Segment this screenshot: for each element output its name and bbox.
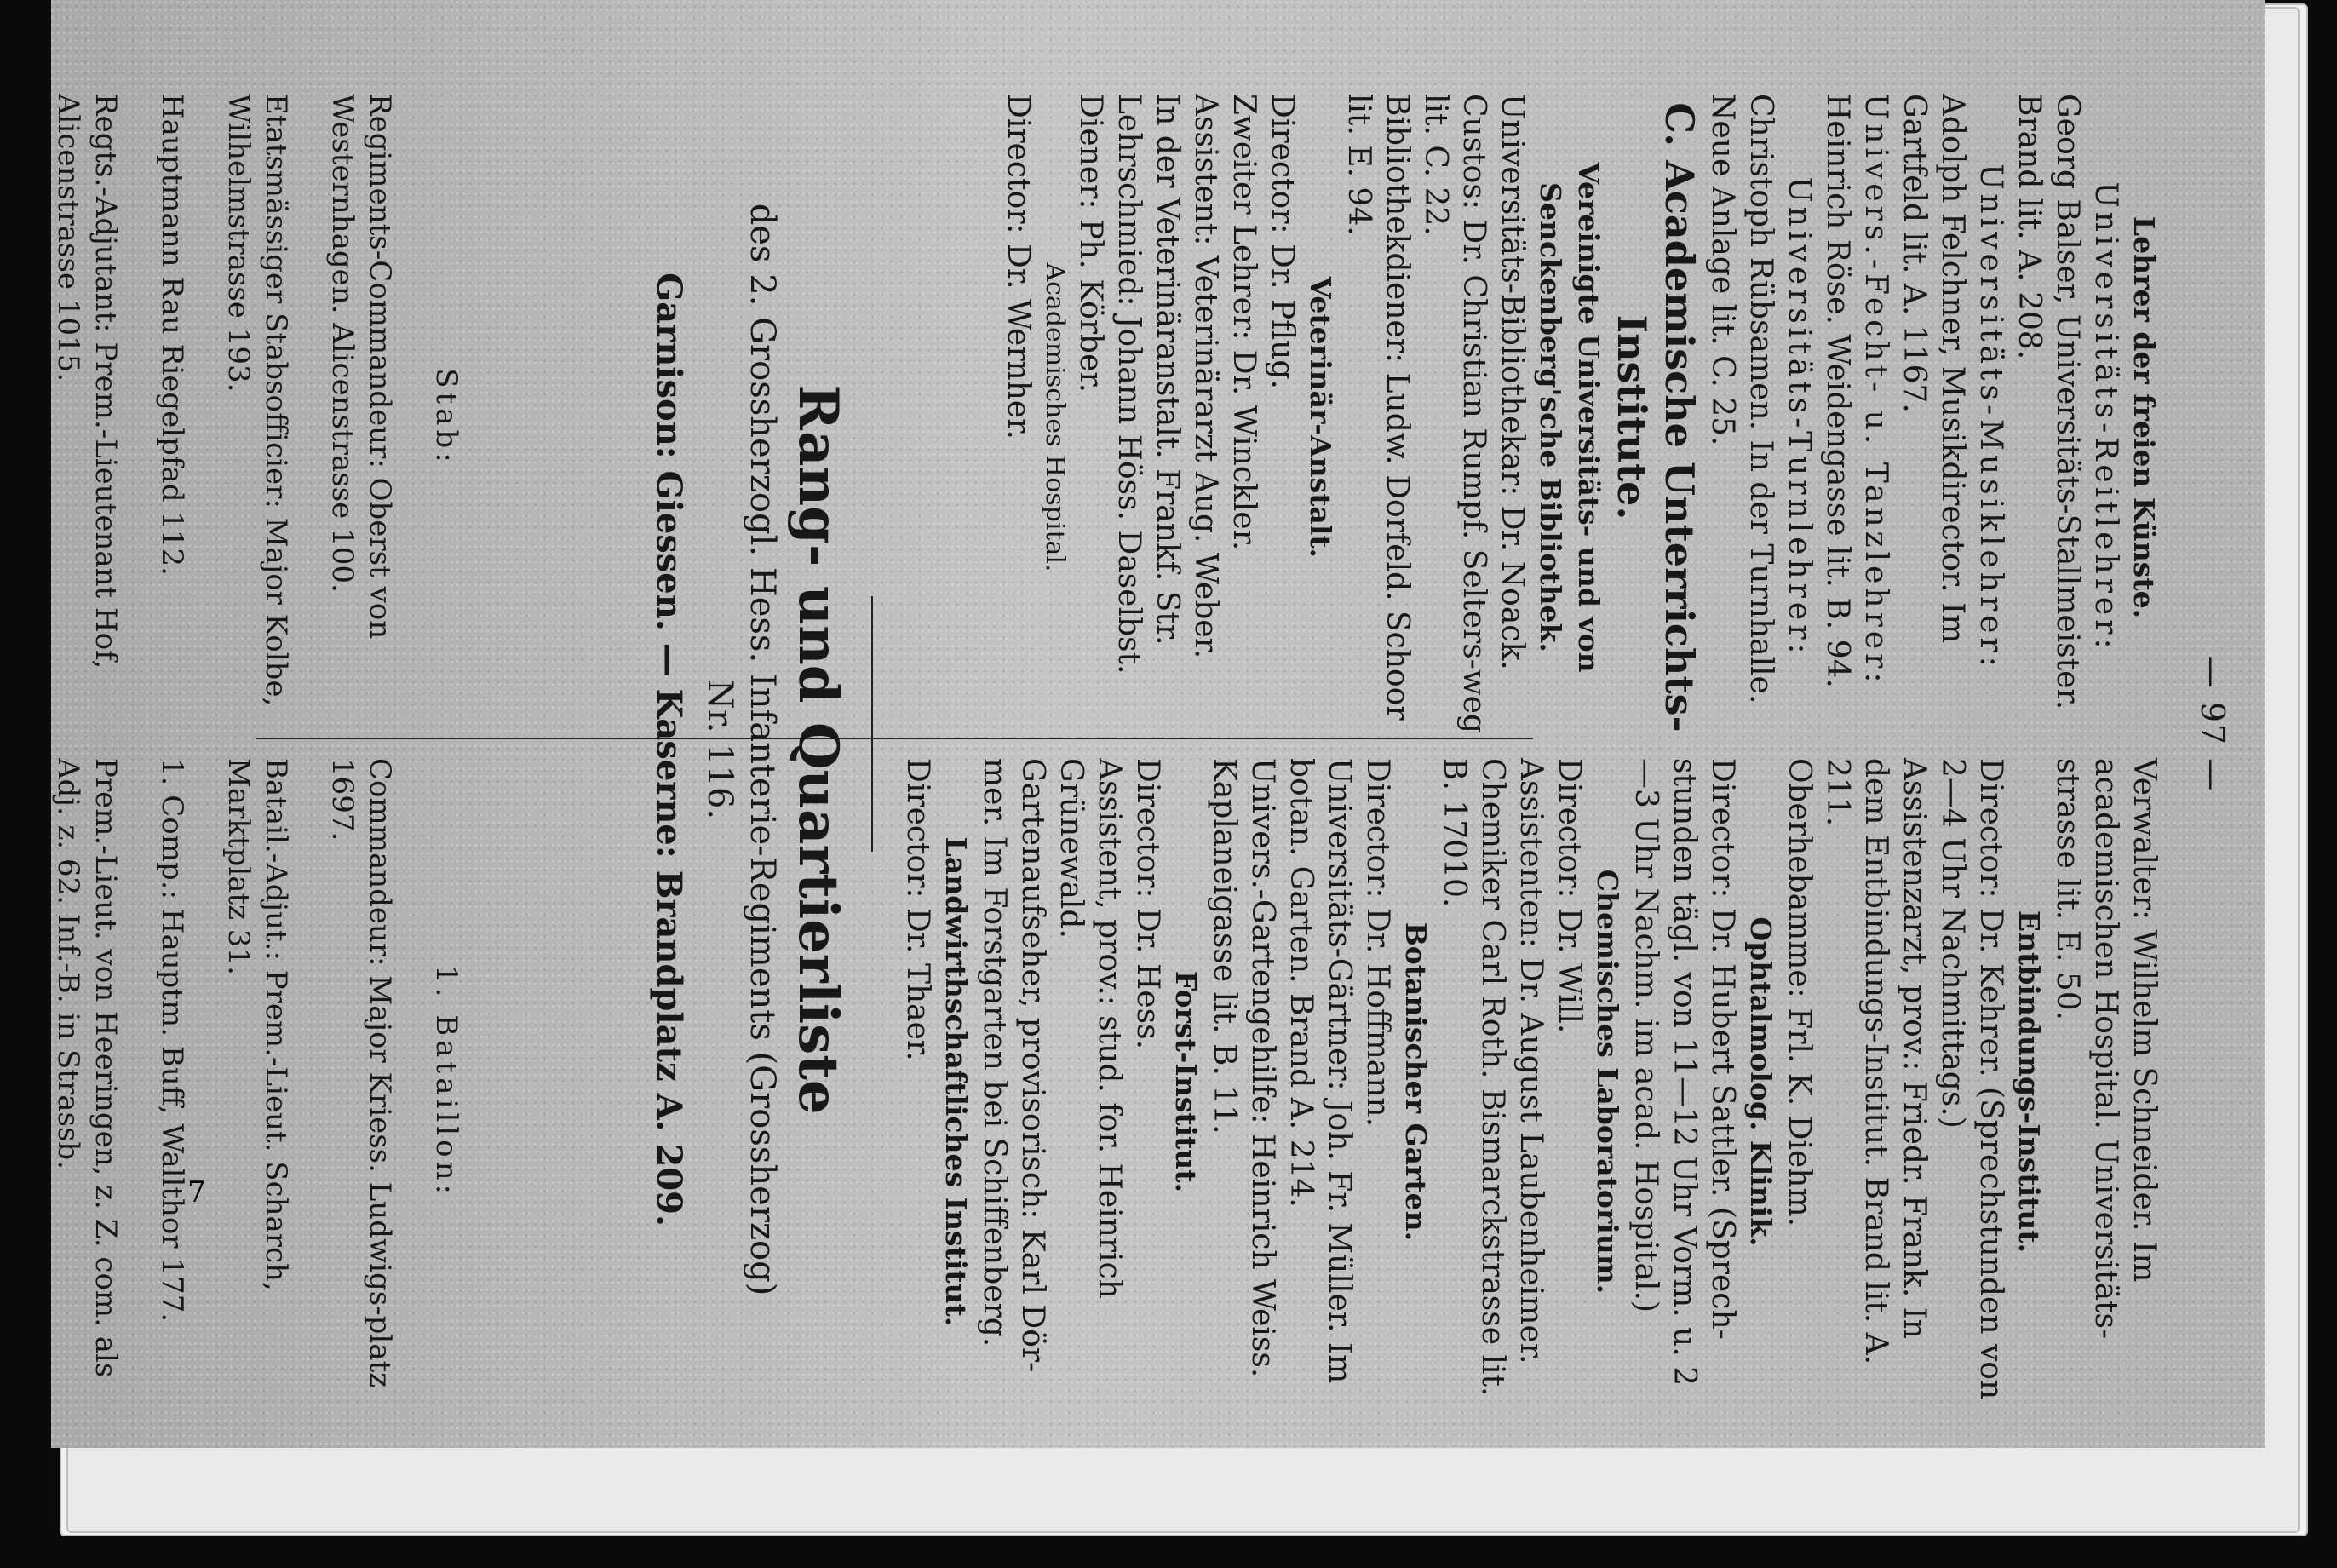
entry-text: Director: Dr. Hoffmann. [1360, 758, 1395, 1128]
entry-text: Universitäts-Bibliothekar: Dr. Noack. [1495, 94, 1530, 670]
section-heading: C. Academische Unterrichts-Institute. [1609, 102, 1703, 732]
entry-text: 1. Comp.: Hauptm. Buff, Wallthor 177. [155, 758, 189, 1323]
left-column [999, 94, 2163, 741]
entry-text: Universitäts-Musiklehrer: [1973, 164, 2008, 671]
entry-text: Univers.-Fecht- u. Tanzlehrer: [1858, 94, 1893, 687]
entry-text: Assistenten: Dr. August Laubenheimer. [1513, 758, 1548, 1364]
entry-text: Director: Dr. Wernher. [1001, 94, 1036, 439]
section-heading: Forst-Institut. [1169, 970, 1203, 1193]
section-heading: Veterinär-Anstalt. [1304, 276, 1337, 559]
entry-text: Etatsmässiger Stabsofficier: Major Kolbe, Wilhelmstrasse 193. [221, 94, 293, 707]
section-heading: Botanischer Garten. [1399, 922, 1433, 1242]
entry-text: Academisches Hospital. [1040, 262, 1070, 572]
entry-text: In der Veterinäranstalt. Frankf. Str. [1150, 94, 1185, 646]
entry-text: Adolph Felchner, Musikdirector. Im Gartfeld lit. A. 1167. [1897, 94, 1970, 644]
page-number: — 97 — [2194, 655, 2231, 793]
sheet-signature-mark: 7 [187, 1175, 206, 1209]
rotated-page-content [51, 0, 2265, 1448]
entry-text: Georg Balser, Universitäts-Stallmeister. Brand lit. A. 208. [2012, 94, 2085, 710]
section-rule [871, 596, 873, 852]
entry-text: Universitäts-Reitlehrer: [2088, 181, 2123, 653]
entry-text: Assistent, prov.: stud. for. Heinrich Grünewald. [1054, 758, 1127, 1299]
battalion-column [51, 758, 494, 1405]
entry-text: Bibliothekdiener: Ludw. Dorfeld. Schoor lit. E. 94. [1341, 94, 1415, 721]
entry-text: 1. Bataillon: [429, 965, 463, 1198]
entry-text: Verwalter: Wilhelm Schneider. Im academischen Hospital. Universitäts-strasse lit. E. 50. [2050, 758, 2162, 1340]
entry-text: Director: Dr. Hubert Sattler. (Sprech-stunden tägl. von 11—12 Uhr Vorm. u. 2—3 Uhr Nachm. im acad. Hospital.) [1628, 758, 1740, 1387]
entry-text: Assistenzarzt, prov.: Friedr. Frank. In dem Entbindungs-Institut. Brand lit. A. 211. [1820, 758, 1932, 1365]
entry-text: Director: Dr. Hess. [1130, 758, 1165, 1050]
entry-text: Oberhebamme: Frl. K. Diehm. [1782, 758, 1817, 1227]
entry-text: Regts.-Adjutant: Prem.-Lieutenant Hof, Alicenstrasse 1015. [51, 94, 123, 669]
regiment-subtitle: des 2. Grossherzogl. Hess. Infanterie-Regiments (Grossherzog) [743, 203, 782, 1296]
garrison-line: Garnison: Giessen. — Kaserne: Brandplatz A. 209. [649, 273, 689, 1226]
entry-text: Universitäts-Turnlehrer: [1782, 176, 1817, 658]
right-column [899, 758, 2163, 1405]
entry-text: Director: Dr. Pflug. [1265, 94, 1300, 389]
regiment-number: Nr. 116. [700, 679, 739, 820]
entry-text: Assistent: Veterinärarzt Aug. Weber. [1188, 94, 1223, 659]
section-heading: Ophtalmolog. Klinik. [1744, 916, 1777, 1247]
regiment-title: Rang- und Quartierliste [786, 384, 850, 1115]
section-heading: Chemisches Laboratorium. [1591, 869, 1624, 1295]
entry-text: Gartenaufseher, provisorisch: Karl Dör-mer. Im Forstgarten bei Schiffenberg. [977, 758, 1050, 1373]
section-heading: Lehrer der freien Künste. [2127, 215, 2161, 619]
entry-text: Prem.-Lieut. von Heeringen, z. Z. com. als Adj. z. 62. Inf.-B. in Strassb. [51, 758, 123, 1378]
entry-text: Christoph Rübsamen. In der Turnhalle. Neue Anlage lit. C. 25. [1705, 94, 1778, 704]
entry-text: Heinrich Röse. Weidengasse lit. B. 94. [1820, 94, 1855, 688]
entry-text: Hauptmann Rau Riegelpfad 112. [155, 94, 189, 576]
entry-text: Batail.-Adjut.: Prem.-Lieut. Scharch, Marktplatz 31. [221, 758, 293, 1291]
entry-text: Director: Dr. Will. [1552, 758, 1587, 1034]
entry-text: Director: Dr. Kehrer. (Sprechstunden von 2—4 Uhr Nachmittags.) [1935, 758, 2008, 1400]
entry-text: Zweiter Lehrer: Dr. Winckler. [1226, 94, 1261, 551]
entry-text: Lehrschmied: Johann Höss. Daselbst. [1111, 94, 1146, 675]
section-heading: Entbindungs-Institut. [2013, 910, 2046, 1254]
entry-text: Custos: Dr. Christian Rumpf. Selters-weg lit. C. 22. [1418, 94, 1491, 734]
staff-column [51, 94, 494, 741]
entry-text: Stab: [429, 368, 463, 467]
entry-text: Commandeur: Major Kriess. Ludwigs-platz 1697. [325, 758, 397, 1388]
entry-text: Diener: Ph. Körber. [1073, 94, 1108, 393]
regiment-title-block [647, 94, 852, 1405]
entry-text: Chemiker Carl Roth. Bismarckstrasse lit. B. 17010. [1437, 758, 1510, 1397]
entry-text: Director: Dr. Thaer. [900, 758, 935, 1061]
section-heading: Vereinigte Universitäts- und von Senckenberg'sche Bibliothek. [1534, 162, 1605, 673]
entry-text: Universitäts-Gärtner: Joh. Fr. Müller. Im botan. Garten. Brand A. 214. [1283, 758, 1357, 1384]
entry-text: Regiments-Commandeur: Oberst von Westernhagen. Alicenstrasse 100. [325, 94, 397, 640]
section-heading: Landwirthschaftliches Institut. [939, 836, 973, 1327]
entry-text: Univers.-Gartengehilfe: Heinrich Weiss. Kaplaneigasse lit. B. 11. [1207, 758, 1280, 1378]
scanned-page [51, 0, 2265, 1448]
